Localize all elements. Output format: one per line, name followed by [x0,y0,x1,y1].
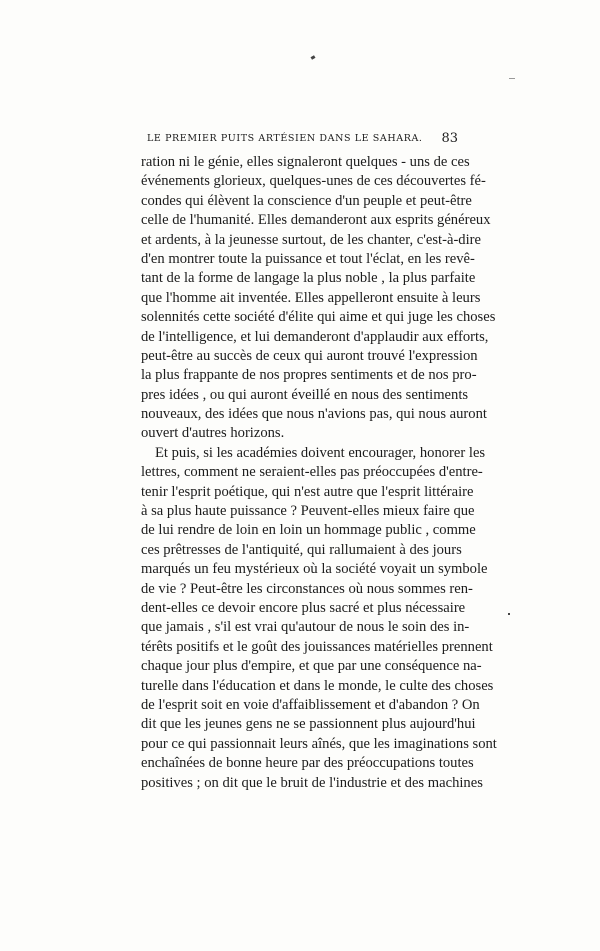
page-header [141,131,458,149]
text-line: lettres, comment ne seraient-elles pas préoccupées d'entre- [141,464,483,481]
running-title: LE PREMIER PUITS ARTÉSIEN DANS LE SAHARA. [147,133,423,144]
text-line: et ardents, à la jeunesse surtout, de les chanter, c'est-à-dire [141,231,481,248]
text-line: que jamais , s'il est vrai qu'autour de nous le soin des in- [141,619,470,636]
body-text [141,153,497,793]
text-line: ces prêtresses de l'antiquité, qui rallumaient à des jours [141,541,462,558]
scan-speck [509,78,515,79]
text-line: tant de la forme de langage la plus noble , la plus parfaite [141,270,476,287]
text-line: à sa plus haute puissance ? Peuvent-elles mieux faire que [141,503,475,520]
scan-speck [311,55,316,60]
text-line: térêts positifs et le goût des jouissances matérielles prennent [141,638,493,655]
text-line: turelle dans l'éducation et dans le monde, le culte des choses [141,677,494,694]
text-line: chaque jour plus d'empire, et que par une conséquence na- [141,658,482,675]
text-line: celle de l'humanité. Elles demanderont aux esprits généreux [141,212,491,229]
text-line: de vie ? Peut-être les circonstances où nous sommes ren- [141,580,473,597]
text-line: que l'homme ait inventée. Elles appelleront ensuite à leurs [141,289,481,306]
scan-speck [508,613,510,615]
text-line: d'en montrer toute la puissance et tout l'éclat, en les revê- [141,250,475,267]
text-line: dit que les jeunes gens ne se passionnent plus aujourd'hui [141,716,476,733]
text-line: pour ce qui passionnait leurs aînés, que les imaginations sont [141,735,497,752]
text-line: pres idées , ou qui auront éveillé en nous des sentiments [141,386,469,403]
text-line: de l'esprit soit en voie d'affaiblissement et d'abandon ? On [141,696,480,713]
page-number: 83 [441,131,458,146]
text-line: ouvert d'autres horizons. [141,425,285,442]
text-line: condes qui élèvent la conscience d'un peuple et peut-être [141,192,472,209]
text-line: de l'intelligence, et lui demanderont d'applaudir aux efforts, [141,328,489,345]
text-line: nouveaux, des idées que nous n'avions pas, qui nous auront [141,406,487,423]
text-line: solennités cette société d'élite qui aime et qui juge les choses [141,309,496,326]
text-line: marqués un feu mystérieux où la société voyait un symbole [141,561,488,578]
text-line: positives ; on dit que le bruit de l'industrie et des machines [141,774,483,791]
text-line: enchaînées de bonne heure par des préoccupations toutes [141,755,474,772]
text-line: Et puis, si les académies doivent encourager, honorer les [155,444,486,461]
text-line: événements glorieux, quelques-unes de ces découvertes fé- [141,173,486,190]
text-line: peut-être au succès de ceux qui auront trouvé l'expression [141,347,478,364]
text-line: la plus frappante de nos propres sentiments et de nos pro- [141,367,477,384]
text-line: ration ni le génie, elles signaleront quelques - uns de ces [141,154,470,170]
text-line: dent-elles ce devoir encore plus sacré et plus nécessaire [141,599,466,616]
text-line: tenir l'esprit poétique, qui n'est autre que l'esprit littéraire [141,483,474,500]
text-line: de lui rendre de loin en loin un hommage public , comme [141,522,476,539]
